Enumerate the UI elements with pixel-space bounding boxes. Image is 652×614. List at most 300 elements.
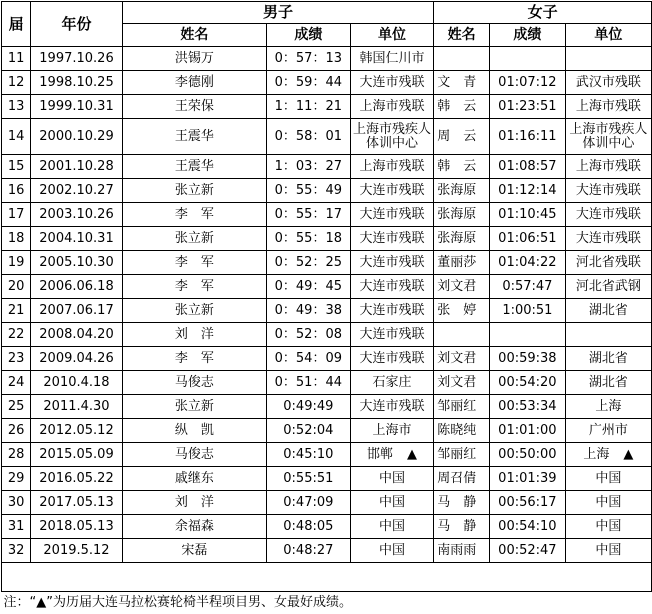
session-cell — [2, 515, 31, 539]
session-cell-text: 12 — [7, 75, 25, 90]
date-cell-text: 2011.4.30 — [43, 399, 110, 414]
women-unit-cell-text: 中国 — [595, 471, 622, 486]
header-year: 年份 — [31, 2, 123, 47]
date-cell — [31, 347, 123, 371]
men-result-cell-text: 0:55:51 — [283, 471, 334, 486]
date-cell-text: 2012.05.12 — [39, 423, 114, 438]
date-cell — [31, 203, 123, 227]
spacer-row — [2, 563, 652, 592]
session-cell — [2, 47, 31, 71]
table-row — [2, 95, 652, 119]
men-unit-cell-text: 大连市残联 — [359, 327, 425, 342]
women-result-cell-text: 01:23:51 — [498, 99, 557, 114]
date-cell — [31, 47, 123, 71]
header-men-result: 成绩 — [266, 24, 350, 47]
women-result-cell-text: 01:07:12 — [498, 75, 557, 90]
men-name-cell — [122, 227, 266, 251]
men-name-cell-text: 洪锡万 — [174, 51, 214, 66]
women-name-cell-text: 马 静 — [437, 519, 477, 534]
date-cell-text: 2001.10.28 — [39, 159, 114, 174]
women-result-cell-text: 01:08:57 — [498, 159, 557, 174]
women-name-cell-text: 南雨雨 — [437, 543, 477, 558]
session-cell-text: 14 — [7, 129, 25, 144]
men-name-cell-text: 王震华 — [174, 159, 214, 174]
men-name-cell-text: 李 军 — [174, 351, 214, 366]
session-cell-text: 20 — [7, 279, 25, 294]
date-cell-text: 2019.5.12 — [43, 543, 110, 558]
date-cell — [31, 371, 123, 395]
men-unit-cell — [350, 347, 434, 371]
men-name-cell — [122, 419, 266, 443]
date-cell-text: 2004.10.31 — [39, 231, 114, 246]
women-result-cell-text: 01:01:00 — [498, 423, 557, 438]
session-cell-text: 30 — [7, 495, 25, 510]
men-unit-cell — [350, 47, 434, 71]
women-unit-cell-text: 武汉市残联 — [575, 75, 641, 90]
table-row — [2, 203, 652, 227]
women-name-cell — [434, 119, 490, 155]
men-unit-cell-text: 上海市残联 — [359, 159, 425, 174]
table-row — [2, 47, 652, 71]
men-name-cell — [122, 299, 266, 323]
women-result-cell-text: 00:56:17 — [498, 495, 557, 510]
women-unit-cell — [565, 467, 651, 491]
date-cell-text: 2005.10.30 — [39, 255, 114, 270]
women-unit-cell-text: 上海 — [583, 447, 610, 462]
men-unit-cell — [350, 155, 434, 179]
men-unit-cell-text: 大连市残联 — [359, 207, 425, 222]
men-name-cell-text: 王荣保 — [174, 99, 214, 114]
men-unit-cell-text: 大连市残联 — [359, 303, 425, 318]
men-result-cell-text: 0：55：17 — [274, 207, 342, 222]
header-men: 男子 — [122, 2, 433, 24]
men-unit-cell-text: 中国 — [378, 519, 405, 534]
date-cell-text: 2008.04.20 — [39, 327, 114, 342]
session-cell-text: 15 — [7, 159, 25, 174]
date-cell-text: 2006.06.18 — [39, 279, 114, 294]
men-name-cell-text: 王震华 — [174, 129, 214, 144]
men-name-cell — [122, 323, 266, 347]
men-result-cell — [266, 371, 350, 395]
women-result-cell — [490, 155, 566, 179]
men-name-cell-text: 李 军 — [174, 207, 214, 222]
women-unit-cell — [565, 443, 651, 467]
men-result-cell-text: 0:48:27 — [283, 543, 334, 558]
men-name-cell-text: 李 军 — [174, 255, 214, 270]
men-name-cell-text: 张立新 — [174, 183, 214, 198]
session-cell-text: 13 — [7, 99, 25, 114]
men-result-cell-text: 0：52：25 — [274, 255, 342, 270]
women-result-cell — [490, 419, 566, 443]
women-result-cell-text: 0:57:47 — [502, 279, 553, 294]
women-name-cell — [434, 539, 490, 563]
date-cell-text: 2015.05.09 — [39, 447, 114, 462]
header-men-unit: 单位 — [350, 24, 434, 47]
men-unit-cell-text: 邯郸 — [366, 447, 393, 462]
date-cell — [31, 443, 123, 467]
men-name-cell — [122, 251, 266, 275]
table-row — [2, 443, 652, 467]
men-result-cell — [266, 443, 350, 467]
header-women-unit: 单位 — [565, 24, 651, 47]
men-unit-cell-text: 中国 — [378, 471, 405, 486]
women-result-cell — [490, 323, 566, 347]
date-cell — [31, 419, 123, 443]
men-name-cell — [122, 371, 266, 395]
men-name-cell — [122, 539, 266, 563]
session-cell-text: 29 — [7, 471, 25, 486]
men-result-cell-text: 0:49:49 — [283, 399, 334, 414]
men-unit-cell-text: 中国 — [378, 543, 405, 558]
men-name-cell — [122, 467, 266, 491]
women-name-cell — [434, 347, 490, 371]
men-name-cell — [122, 155, 266, 179]
women-result-cell-text: 01:12:14 — [498, 183, 557, 198]
women-name-cell — [434, 395, 490, 419]
men-result-cell — [266, 515, 350, 539]
men-unit-cell — [350, 227, 434, 251]
women-result-cell — [490, 443, 566, 467]
women-result-cell-text: 1:00:51 — [502, 303, 553, 318]
date-cell-text: 1998.10.25 — [39, 75, 114, 90]
men-result-cell — [266, 203, 350, 227]
men-result-cell-text: 0:45:10 — [283, 447, 334, 462]
session-cell — [2, 203, 31, 227]
women-unit-cell-text: 上海市残联 — [575, 159, 641, 174]
men-name-cell-text: 张立新 — [174, 399, 214, 414]
session-cell — [2, 275, 31, 299]
men-unit-cell — [350, 467, 434, 491]
session-cell — [2, 119, 31, 155]
women-unit-cell — [565, 299, 651, 323]
date-cell — [31, 251, 123, 275]
men-result-cell-text: 0:48:05 — [283, 519, 334, 534]
table-row — [2, 419, 652, 443]
men-result-cell — [266, 539, 350, 563]
date-cell-text: 2016.05.22 — [39, 471, 114, 486]
women-result-cell-text: 01:04:22 — [498, 255, 557, 270]
session-cell-text: 19 — [7, 255, 25, 270]
men-result-cell-text: 0：51：44 — [274, 375, 342, 390]
women-name-cell-text: 刘文君 — [437, 375, 477, 390]
session-cell — [2, 179, 31, 203]
men-unit-cell — [350, 419, 434, 443]
women-result-cell — [490, 71, 566, 95]
best-result-marker: ▲ — [623, 447, 634, 462]
session-cell — [2, 299, 31, 323]
session-cell — [2, 71, 31, 95]
women-result-cell-text: 00:52:47 — [498, 543, 557, 558]
men-name-cell-text: 李 军 — [174, 279, 214, 294]
date-cell-text: 2017.05.13 — [39, 495, 114, 510]
session-cell-text: 31 — [7, 519, 25, 534]
session-cell-text: 24 — [7, 375, 25, 390]
men-result-cell — [266, 467, 350, 491]
men-name-cell — [122, 275, 266, 299]
table-row — [2, 323, 652, 347]
date-cell — [31, 323, 123, 347]
women-name-cell — [434, 419, 490, 443]
men-unit-cell-text: 上海市 — [372, 423, 412, 438]
table-row — [2, 539, 652, 563]
table-row — [2, 371, 652, 395]
women-result-cell-text: 00:54:20 — [498, 375, 557, 390]
date-cell-text: 2018.05.13 — [39, 519, 114, 534]
men-result-cell-text: 0:47:09 — [283, 495, 334, 510]
table-row — [2, 155, 652, 179]
men-name-cell-text: 张立新 — [174, 303, 214, 318]
women-unit-cell — [565, 347, 651, 371]
women-unit-cell — [565, 251, 651, 275]
women-name-cell-text: 董丽莎 — [437, 255, 477, 270]
women-name-cell-text: 邹丽红 — [437, 399, 477, 414]
women-result-cell-text: 00:59:38 — [498, 351, 557, 366]
women-unit-cell-text: 湖北省 — [588, 303, 628, 318]
men-name-cell-text: 刘 洋 — [174, 327, 214, 342]
women-result-cell — [490, 227, 566, 251]
men-result-cell — [266, 95, 350, 119]
women-result-cell-text: 00:50:00 — [498, 447, 557, 462]
women-unit-cell — [565, 419, 651, 443]
date-cell — [31, 179, 123, 203]
men-result-cell-text: 0：49：38 — [274, 303, 342, 318]
men-result-cell — [266, 275, 350, 299]
women-name-cell — [434, 491, 490, 515]
men-result-cell-text: 0：52：08 — [274, 327, 342, 342]
women-unit-cell-text: 上海 — [595, 399, 622, 414]
date-cell-text: 2003.10.26 — [39, 207, 114, 222]
men-unit-cell-text: 上海市残疾人体训中心 — [352, 121, 431, 151]
table-row — [2, 491, 652, 515]
women-result-cell — [490, 275, 566, 299]
men-name-cell-text: 刘 洋 — [174, 495, 214, 510]
women-name-cell-text: 刘文君 — [437, 279, 477, 294]
men-name-cell-text: 余福森 — [174, 519, 214, 534]
men-result-cell — [266, 251, 350, 275]
women-result-cell-text: 01:10:45 — [498, 207, 557, 222]
results-table-container — [1, 1, 652, 614]
men-result-cell-text: 0：55：49 — [274, 183, 342, 198]
women-unit-cell — [565, 275, 651, 299]
header-women-result: 成绩 — [490, 24, 566, 47]
women-result-cell — [490, 203, 566, 227]
date-cell — [31, 539, 123, 563]
men-unit-cell — [350, 491, 434, 515]
header-women: 女子 — [434, 2, 652, 24]
men-unit-cell-text: 上海市残联 — [359, 99, 425, 114]
men-name-cell — [122, 515, 266, 539]
women-result-cell — [490, 467, 566, 491]
women-unit-cell — [565, 155, 651, 179]
men-result-cell-text: 0:52:04 — [283, 423, 334, 438]
men-unit-cell — [350, 275, 434, 299]
men-name-cell-text: 李德刚 — [174, 75, 214, 90]
table-body — [2, 47, 652, 563]
session-cell — [2, 347, 31, 371]
women-name-cell-text: 韩 云 — [437, 159, 477, 174]
women-result-cell-text: 00:53:34 — [498, 399, 557, 414]
session-cell-text: 28 — [7, 447, 25, 462]
women-result-cell — [490, 119, 566, 155]
session-cell-text: 18 — [7, 231, 25, 246]
men-unit-cell — [350, 323, 434, 347]
men-name-cell — [122, 119, 266, 155]
men-result-cell-text: 0：59：44 — [274, 75, 342, 90]
women-unit-cell-text: 河北省武钢 — [575, 279, 641, 294]
women-name-cell — [434, 275, 490, 299]
session-cell-text: 25 — [7, 399, 25, 414]
footnote: 注：“▲”为历届大连马拉松赛轮椅半程项目男、女最好成绩。 — [3, 595, 352, 611]
women-name-cell — [434, 443, 490, 467]
date-cell — [31, 227, 123, 251]
session-cell-text: 21 — [7, 303, 25, 318]
men-result-cell — [266, 419, 350, 443]
date-cell — [31, 95, 123, 119]
men-name-cell — [122, 347, 266, 371]
date-cell — [31, 119, 123, 155]
session-cell — [2, 539, 31, 563]
women-unit-cell-text: 大连市残联 — [575, 207, 641, 222]
session-cell — [2, 443, 31, 467]
women-unit-cell — [565, 371, 651, 395]
women-unit-cell — [565, 323, 651, 347]
date-cell — [31, 467, 123, 491]
women-name-cell-text: 刘文君 — [437, 351, 477, 366]
men-unit-cell-text: 中国 — [378, 495, 405, 510]
date-cell — [31, 71, 123, 95]
women-name-cell-text: 张海原 — [437, 231, 477, 246]
women-name-cell — [434, 323, 490, 347]
women-unit-cell-text: 上海市残疾人体训中心 — [569, 121, 648, 151]
men-result-cell — [266, 395, 350, 419]
women-result-cell — [490, 515, 566, 539]
men-name-cell — [122, 71, 266, 95]
women-unit-cell-text: 湖北省 — [588, 375, 628, 390]
men-unit-cell — [350, 71, 434, 95]
date-cell — [31, 275, 123, 299]
session-cell — [2, 155, 31, 179]
session-cell-text: 22 — [7, 327, 25, 342]
men-result-cell-text: 0：58：01 — [274, 129, 342, 144]
men-result-cell — [266, 347, 350, 371]
date-cell — [31, 299, 123, 323]
men-unit-cell-text: 大连市残联 — [359, 279, 425, 294]
women-name-cell-text: 马 静 — [437, 495, 477, 510]
women-result-cell — [490, 47, 566, 71]
date-cell-text: 2010.4.18 — [43, 375, 110, 390]
session-cell-text: 17 — [7, 207, 25, 222]
session-cell-text: 32 — [7, 543, 25, 558]
men-name-cell-text: 张立新 — [174, 231, 214, 246]
women-name-cell — [434, 227, 490, 251]
men-result-cell — [266, 71, 350, 95]
men-result-cell — [266, 323, 350, 347]
men-result-cell — [266, 155, 350, 179]
men-unit-cell — [350, 371, 434, 395]
table-row — [2, 251, 652, 275]
women-name-cell — [434, 179, 490, 203]
table-row — [2, 347, 652, 371]
men-unit-cell-text: 大连市残联 — [359, 183, 425, 198]
women-unit-cell-text: 广州市 — [588, 423, 628, 438]
table-row — [2, 467, 652, 491]
women-unit-cell — [565, 95, 651, 119]
women-name-cell-text: 周 云 — [437, 129, 477, 144]
men-unit-cell-text: 大连市残联 — [359, 231, 425, 246]
table-row — [2, 119, 652, 155]
best-result-marker: ▲ — [406, 447, 417, 462]
women-result-cell — [490, 347, 566, 371]
women-unit-cell — [565, 71, 651, 95]
women-result-cell-text: 01:16:11 — [498, 129, 557, 144]
women-unit-cell — [565, 539, 651, 563]
women-name-cell-text: 文 青 — [437, 75, 477, 90]
spacer-cell — [2, 563, 652, 592]
table-row — [2, 179, 652, 203]
session-cell-text: 26 — [7, 423, 25, 438]
men-unit-cell — [350, 515, 434, 539]
women-name-cell — [434, 299, 490, 323]
session-cell-text: 11 — [7, 51, 25, 66]
session-cell — [2, 251, 31, 275]
men-name-cell-text: 戚继东 — [174, 471, 214, 486]
women-name-cell-text: 张海原 — [437, 183, 477, 198]
men-unit-cell — [350, 203, 434, 227]
table-row — [2, 227, 652, 251]
women-name-cell — [434, 71, 490, 95]
women-unit-cell-text: 中国 — [595, 543, 622, 558]
men-name-cell-text: 纵 凯 — [174, 423, 214, 438]
men-name-cell — [122, 491, 266, 515]
women-unit-cell — [565, 119, 651, 155]
women-unit-cell — [565, 179, 651, 203]
women-name-cell — [434, 155, 490, 179]
date-cell-text: 2002.10.27 — [39, 183, 114, 198]
men-result-cell-text: 0：57：13 — [274, 51, 342, 66]
men-unit-cell — [350, 443, 434, 467]
date-cell — [31, 491, 123, 515]
note-row — [2, 592, 652, 614]
session-cell — [2, 323, 31, 347]
men-name-cell-text: 马俊志 — [174, 375, 214, 390]
men-result-cell-text: 1：03：27 — [274, 159, 342, 174]
women-unit-cell — [565, 47, 651, 71]
date-cell-text: 2007.06.17 — [39, 303, 114, 318]
women-result-cell-text: 00:54:10 — [498, 519, 557, 534]
men-name-cell — [122, 395, 266, 419]
date-cell-text: 1997.10.26 — [39, 51, 114, 66]
men-unit-cell-text: 石家庄 — [372, 375, 412, 390]
session-cell — [2, 371, 31, 395]
men-result-cell-text: 1：11：21 — [274, 99, 342, 114]
women-unit-cell-text: 湖北省 — [588, 351, 628, 366]
men-unit-cell — [350, 95, 434, 119]
table-row — [2, 515, 652, 539]
date-cell — [31, 155, 123, 179]
women-result-cell-text: 01:06:51 — [498, 231, 557, 246]
table-row — [2, 275, 652, 299]
women-name-cell-text: 邹丽红 — [437, 447, 477, 462]
women-result-cell — [490, 371, 566, 395]
date-cell-text: 1999.10.31 — [39, 99, 114, 114]
header-men-name: 姓名 — [122, 24, 266, 47]
women-unit-cell-text: 上海市残联 — [575, 99, 641, 114]
women-result-cell — [490, 95, 566, 119]
men-name-cell-text: 马俊志 — [174, 447, 214, 462]
women-unit-cell — [565, 395, 651, 419]
women-result-cell-text: 01:01:39 — [498, 471, 557, 486]
men-name-cell — [122, 47, 266, 71]
